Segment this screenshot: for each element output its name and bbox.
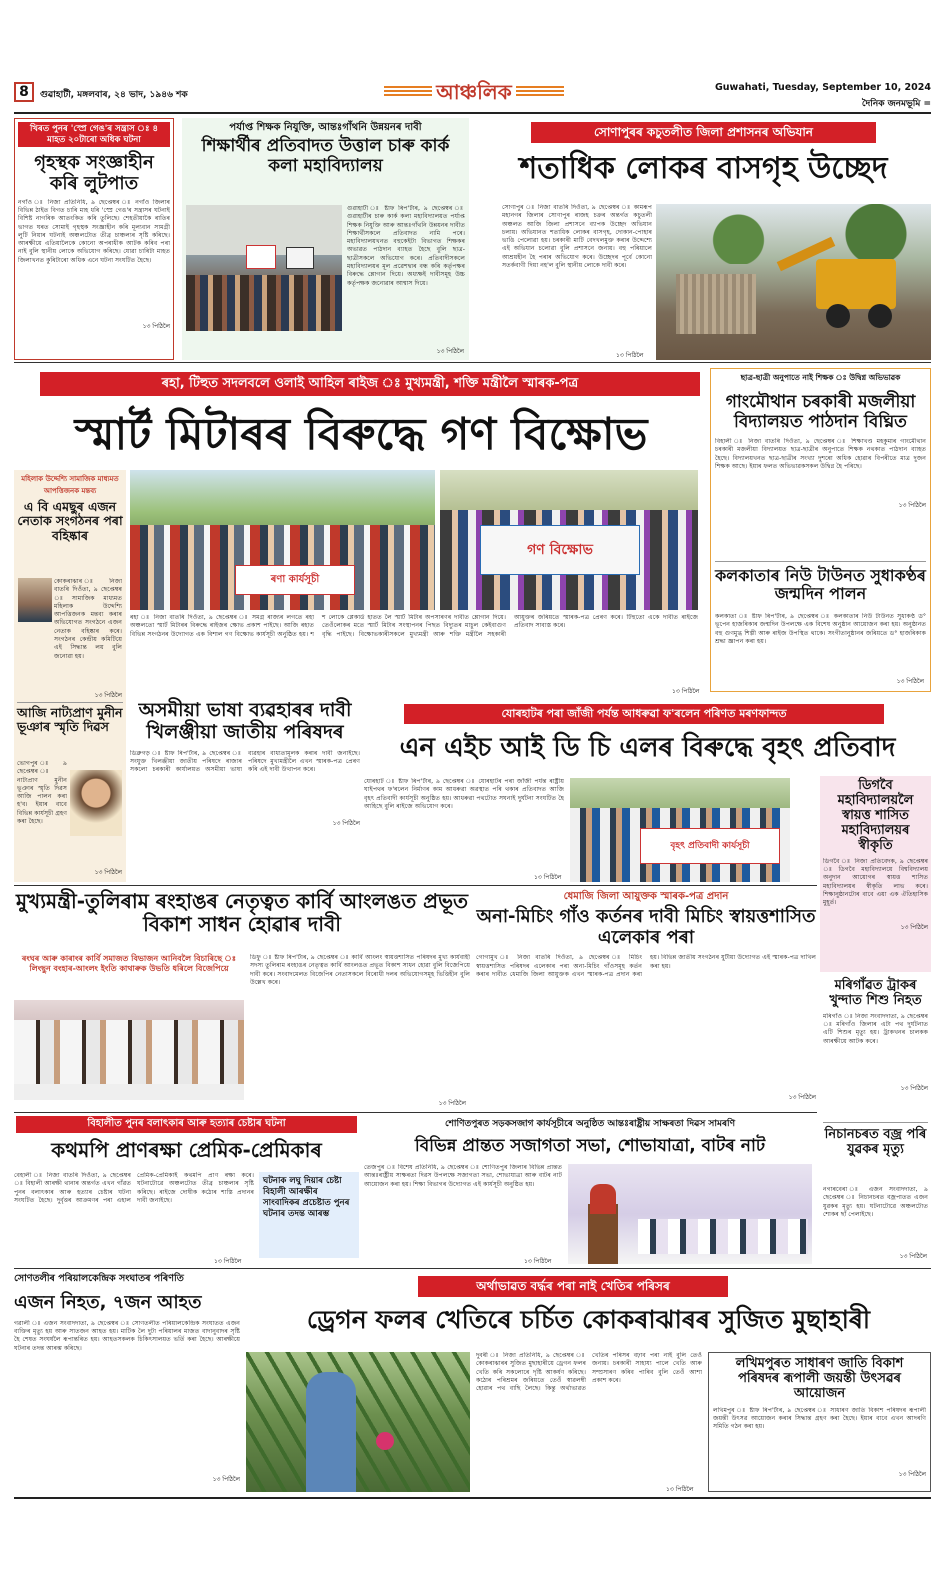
- story-sontali: [14, 1272, 240, 1494]
- rule: [14, 362, 931, 363]
- story-sontali-body: গৱালী ঃ এজন সংবাদদাতা, ৯ ছেপ্তেম্বৰ ঃ সোণতলীত পৰিয়ালকেন্দ্ৰিক সংঘাতত এজন ব্যক্তিৰ মৃত্যু হয় আৰু সাতজন আহত হয়। মাটিক লৈ দুটা পৰিয়ালৰ মাজত বাদানুবাদৰ সৃষ্টি হৈ শেষত সংঘৰ্ষলৈ ৰূপান্তৰিত হয়। আহতসকলক চিকিৎসালয়ত ভৰ্তি কৰা হৈছে। আৰক্ষীয়ে ঘটনাৰ তদন্ত আৰম্ভ কৰিছে।: [14, 1319, 240, 1352]
- main-photo-right: [440, 470, 698, 610]
- rule: [14, 885, 817, 886]
- story-bihali-body: বেহালী ঃ নিজা বাতৰি দিওঁতা, ৯ ছেপ্তেম্বৰ ঃ বিহালী আৰক্ষী থানাৰ অন্তৰ্গত এখন গাঁৱত পুনৰ বলাৎকাৰ আৰু হত্যাৰ চেষ্টাৰ ঘটনা সংঘটিত হৈছে। দুৰ্বৃত্তৰ আক্ৰমণৰ পৰা এহাল প্ৰেমিক-প্ৰেমিকাই কথমপি প্ৰাণ ৰক্ষা কৰে। ঘটনাটোৱে অঞ্চলটোত তীব্ৰ চাঞ্চল্যৰ সৃষ্টি কৰিছে। ৰাইজে দোষীক কঠোৰ শাস্তি প্ৰদানৰ দাবী জনাইছে।: [14, 1172, 254, 1204]
- story-literacy-headline: বিভিন্ন প্ৰান্তত সজাগতা সভা, শোভাযাত্ৰা, বাটৰ নাট: [414, 1136, 766, 1156]
- main-body: ৰহা ঃ নিজা বাতৰি দিওঁতা, ৯ ছেপ্তেম্বৰ ঃ সমগ্ৰ ৰাজ্যৰ লগতে ৰহা অঞ্চলতো স্মাৰ্ট মিটাৰৰ বিৰুদ্ধে ৰাইজৰ ক্ষোভ প্ৰকাশ পাইছে। আজি ৰহাত বিভিন্ন সংগঠনৰ উদ্যোগত এক বিশাল গণ বিক্ষোভ কাৰ্যসূচী অনুষ্ঠিত হয়। শ শ লোকে প্লেকাৰ্ড হাতত লৈ স্মাৰ্ট মিটাৰ অপসাৰণৰ দাবীত শ্লোগান দিয়ে। তেওঁলোকৰ মতে স্মাৰ্ট মিটাৰ সংস্থাপনৰ পিছত বিদ্যুতৰ মাচুল কেইবাগুণ বৃদ্ধি পাইছে। বিক্ষোভকাৰীসকলে মুখ্যমন্ত্ৰী আৰু শক্তি মন্ত্ৰীলৈ সহকাৰী আয়ুক্তৰ জৰিয়তে স্মাৰক-পত্ৰ প্ৰেৰণ কৰে। টিহুতো একে দাবীত ৰাইজে প্ৰতিবাদ সাব্যস্ত কৰে।: [130, 614, 698, 638]
- masthead: [14, 78, 931, 112]
- story-karbi-headline: মুখ্যমন্ত্ৰী-তুলিৰাম ৰংহাঙৰ নেতৃত্বত কাৰ্বি আংলঙত প্ৰভূত বিকাশ সাধন হোৱাৰ দাবী: [15, 889, 469, 936]
- story-literacy-cont: ১৩ পিঠিলৈ: [524, 1258, 552, 1265]
- story-literacy-body: তেজপুৰ ঃ বিশেষ প্ৰতিনিধি, ৯ ছেপ্তেম্বৰ ঃ শোণিতপুৰ জিলাৰ বিভিন্ন প্ৰান্তত আন্তঃৰাষ্ট্ৰীয় সাক্ষৰতা দিৱস উপলক্ষে সজাগতা সভা, শোভাযাত্ৰা আৰু বাটৰ নাট আয়োজন কৰা হয়। শিক্ষা বিভাগৰ উদ্যোগত এই কাৰ্যসূচী অনুষ্ঠিত হয়।: [364, 1164, 562, 1188]
- story-literacy: [364, 1116, 816, 1266]
- story-literacy-photo: [568, 1164, 812, 1264]
- story-left-col: [14, 470, 126, 882]
- main-cont: ১৩ পিঠিলৈ: [672, 688, 700, 695]
- story-language-body: ডিব্ৰুগড় ঃ ষ্টাফ ৰিপ'ৰ্টাৰ, ৯ ছেপ্তেম্বৰ ঃ সংযুক্ত খিলঞ্জীয়া জাতীয় পৰিষদে ৰাজ্যৰ সকলো চৰকাৰী কাৰ্যালয়ত অসমীয়া ভাষা ব্যৱহাৰ বাধ্যতামূলক কৰাৰ দাবী জনাইছে। পৰিষদে মুখ্যমন্ত্ৰীলৈ এখন স্মাৰক-পত্ৰ প্ৰেৰণ কৰি এই দাবী উত্থাপন কৰে।: [130, 749, 360, 774]
- story-mising-kicker: ধেমাজি জিলা আয়ুক্তক স্মাৰক-পত্ৰ প্ৰদান: [563, 891, 729, 902]
- story-eviction-cont: ১৩ পিঠিলৈ: [616, 352, 644, 359]
- story-bihali-kicker: বিহালীত পুনৰ বলাৎকাৰ আৰু হত্যাৰ চেষ্টাৰ ঘটনা: [16, 1116, 357, 1133]
- logo-stripes-right: [514, 86, 564, 96]
- story-nhidcl-headline: এন এইচ আই ডি চি এলৰ বিৰুদ্ধে বৃহৎ প্ৰতিবাদ: [399, 733, 896, 763]
- story-lakhimpur-box: [708, 1352, 931, 1492]
- photo-hut: [676, 274, 756, 334]
- masthead-rule: [14, 112, 931, 114]
- photo-placard: [246, 245, 276, 269]
- story-karbi-cont: ১৩ পিঠিলৈ: [438, 1100, 466, 1107]
- photo-fruit: [376, 1432, 394, 1450]
- story-sontali-headline: এজন নিহত, ৭জন আহত: [14, 1292, 202, 1313]
- logo-stripes-left: [384, 86, 434, 96]
- story-bihali-headline: কথমপি প্ৰাণৰক্ষা প্ৰেমিক-প্ৰেমিকাৰ: [51, 1137, 322, 1162]
- story-kolkata-headline: কলকাতাৰ নিউ টাউনত সুধাকণ্ঠৰ জন্মদিন পালন: [715, 566, 926, 604]
- masthead-date-left: গুৱাহাটী, মঙ্গলবাৰ, ২৪ ভাদ, ১৯৪৬ শক: [40, 90, 188, 100]
- story-mising-cont: ১৩ পিঠিলৈ: [788, 1094, 816, 1102]
- story-nhidcl-photo: [570, 778, 790, 882]
- story-lightning-cont: ১৩ পিঠিলৈ: [899, 1253, 927, 1260]
- story-eviction-body: সোণাপুৰ ঃ নিজা বাতৰি দিওঁতা, ৯ ছেপ্তেম্বৰ ঃ কামৰূপ মহানগৰ জিলাৰ সোণাপুৰ ৰাজহ চক্ৰৰ অন্তৰ্গত কচুতলী অঞ্চলত আজি জিলা প্ৰশাসনে ব্যাপক উচ্ছেদ অভিযান চলায়। অভিযানত শতাধিক লোকৰ বাসগৃহ, দোকান-পোহাৰ ভাঙি পেলোৱা হয়। চৰকাৰী মাটি বেদখলমুক্ত কৰাৰ উদ্দেশ্যে এই অভিযান চলোৱা বুলি প্ৰশাসনে জনায়। বহু পৰিয়ালে আশ্ৰয়হীন হৈ পৰাৰ অভিযোগ কৰে। উচ্ছেদৰ পূৰ্বে কোনো সতৰ্কবাণী দিয়া নহ'ল বুলি স্থানীয় লোকে দাবী কৰে।: [502, 204, 652, 270]
- story-school-cont: ১৩ পিঠিলৈ: [898, 502, 926, 510]
- story-dragon-cont: ১৩ পিঠিলৈ: [666, 1486, 694, 1493]
- story-dragon-photo: [246, 1352, 470, 1492]
- story-nhidcl-body: যোৰহাট ঃ ষ্টাফ ৰিপ'ৰ্টাৰ, ৯ ছেপ্তেম্বৰ ঃ যোৰহাটৰ পৰা জাঁজী পৰ্যন্ত ৰাষ্ট্ৰীয় ঘাইপথৰ ফ'ৰলেন নিৰ্মাণৰ কাম আধৰুৱা অৱস্থাত পৰি থকাৰ প্ৰতিবাদত আজি বৃহৎ প্ৰতিবাদী কাৰ্যসূচী অনুষ্ঠিত হয়। আধৰুৱা পথটোত সঘনাই দুৰ্ঘটনা সংঘটিত হৈ আহিছে বুলি ৰাইজে অভিযোগ কৰে।: [364, 778, 564, 810]
- photo-plants: [246, 1352, 470, 1492]
- story-school-box: [710, 368, 931, 692]
- rule: [17, 702, 123, 703]
- story-morigaon-cont: ১৩ পিঠিলৈ: [900, 1084, 928, 1092]
- photo-wheel: [826, 304, 850, 328]
- rule: [823, 1122, 928, 1123]
- story-lakhimpur-headline: লখিমপুৰত সাধাৰণ জাতি বিকাশ পৰিষদৰ ৰূপালী জয়ন্তী উৎসৱৰ আয়োজন: [735, 1356, 904, 1401]
- photo-excavator: [816, 259, 896, 309]
- story-college-kicker: পৰ্যাপ্ত শিক্ষক নিযুক্তি, আন্তঃগাঁথনি উন্নয়নৰ দাবী: [229, 122, 422, 133]
- main-headline: স্মাৰ্ট মিটাৰৰ বিৰুদ্ধে গণ বিক্ষোভ: [74, 409, 648, 460]
- story-dragon-headline: ড্ৰেগন ফলৰ খেতিৰে চৰ্চিত কোকৰাঝাৰৰ সুজিত মুছাহাৰী: [306, 1305, 871, 1334]
- rule: [14, 1112, 817, 1113]
- story-language-headline: অসমীয়া ভাষা ব্যৱহাৰৰ দাবী খিলঞ্জীয়া জাতীয় পৰিষদৰ: [138, 699, 352, 743]
- story-muneen-photo: [70, 770, 122, 836]
- story-school-headline: গাংমৌথান চৰকাৰী মজলীয়া বিদ্যালয়ত পাঠদান বিঘ্নিত: [725, 392, 916, 432]
- story-morigaon-headline: মৰিগাঁৱত ট্ৰাকৰ খুন্দাত শিশু নিহত: [829, 978, 922, 1008]
- story-eviction-headline: শতাধিক লোকৰ বাসগৃহ উচ্ছেদ: [519, 151, 888, 186]
- story-muneen-cont: ১৩ পিঠিলৈ: [94, 869, 122, 876]
- masthead-logo: [374, 78, 574, 104]
- story-abmsu-body: কোকৰাঝাৰ ঃ নিজা বাতৰি দিওঁতা, ৯ ছেপ্তেম্বৰ ঃ সামাজিক মাধ্যমত মহিলাক উদ্দেশ্যি আপত্তিজনক মন্তব্য কৰাৰ অভিযোগত সংগঠনে এজন নেতাক বহিষ্কাৰ কৰে। সংগঠনৰ কেন্দ্ৰীয় কমিটিয়ে এই সিদ্ধান্ত লয় বুলি জনোৱা হয়।: [54, 578, 122, 660]
- story-right-small: [820, 976, 931, 1266]
- story-abmsu-photo: [18, 578, 52, 622]
- photo-banner: গণ বিক্ষোভ: [480, 525, 640, 575]
- story-karbi-kicker: ৰংঘৰ আৰু কাৰাংৰ কাৰ্বি সমাজত বিভাজন আনিবলৈ বিচাৰিছে ঃ লিংছুন বংহাৰ-আংলং ইংতি কাথাৰুক উভতি ধৰিলে বিজেপিয়ে: [21, 954, 237, 973]
- story-digboi-headline: ডিগবৈ মহাবিদ্যালয়লৈ স্বায়ত্ত শাসিত মহাবিদ্যালয়ৰ স্বীকৃতি: [837, 778, 914, 853]
- story-sontali-kicker: সোণতলীৰ পৰিয়ালকেন্দ্ৰিক সংঘাতৰ পৰিণতি: [14, 1273, 184, 1284]
- story-college-cont: ১৩ পিঠিলৈ: [436, 348, 464, 355]
- story-dragon-body: দুবৰী ঃ নিজা প্ৰতিনিধি, ৯ ছেপ্তেম্বৰ ঃ কোকৰাঝাৰৰ সুজিত মুছাহাৰীয়ে ড্ৰেগন ফলৰ খেতি কৰি সকলোৰে দৃষ্টি আকৰ্ষণ কৰিছে। কঠোৰ পৰিশ্ৰমৰ জৰিয়তে তেওঁ স্বাৱলম্বী হোৱাৰ পথ বাছি লৈছে। কিন্তু অৰ্থাভাৱত খেতিৰ পৰিসৰ বঢ়াব পৰা নাই বুলি তেওঁ জনায়। চৰকাৰী সাহায্য পালে খেতি আৰু সম্প্ৰসাৰণ কৰিব পাৰিব বুলি তেওঁ আশা প্ৰকাশ কৰে।: [476, 1352, 702, 1393]
- story-lightning-headline: নিচানচৰত বজ্ৰ পৰি যুৱকৰ মৃত্যু: [824, 1127, 927, 1157]
- story-bihali-side: ঘটনাক লঘু দিয়াৰ চেষ্টা বিহালী আৰক্ষীৰ সাংবাদিকৰ প্ৰচেষ্টাত পুনৰ ঘটনাৰ তদন্ত আৰম্ভ: [259, 1172, 359, 1258]
- logo-text: আঞ্চলিক: [432, 80, 515, 104]
- story-language-cont: ১৩ পিঠিলৈ: [332, 819, 360, 827]
- story-college-headline: শিক্ষাৰ্থীৰ প্ৰতিবাদত উত্তাল চাৰু কাৰ্ক কলা মহাবিদ্যালয়: [201, 136, 450, 176]
- story-literacy-kicker: শোণিতপুৰত সড়কসজাগ কাৰ্যসূচীৰে অনুষ্ঠিত আন্তঃৰাষ্ট্ৰীয় সাক্ষৰতা দিৱস সামৰণি: [444, 1119, 736, 1129]
- story-college: [182, 118, 469, 360]
- story-bihali: [14, 1116, 359, 1266]
- story-karbi-body: ডিফু ঃ ষ্টাফ ৰিপ'ৰ্টাৰ, ৯ ছেপ্তেম্বৰ ঃ কাৰ্বি আংলং স্বায়ত্তশাসিত পৰিষদৰ মুখ্য কাৰ্যবাহী সদস্য তুলিৰাম ৰংহাঙৰ নেতৃত্বত কাৰ্বি আংলঙত প্ৰভূত বিকাশ সাধন হোৱা বুলি বিজেপিয়ে দাবী কৰে। সংবাদমেলত বিজেপিৰ নেতাসকলে বিৰোধী দলৰ অভিযোগসমূহ ভিত্তিহীন বুলি উল্লেখ কৰে।: [250, 954, 470, 986]
- photo-banner: ৰণা কাৰ্যসূচী: [235, 565, 355, 595]
- story-abmsu-cont: ১৩ পিঠিলৈ: [94, 692, 122, 699]
- photo-placard: [286, 247, 314, 269]
- story-mising: [476, 890, 816, 1110]
- story-digboi: [820, 776, 931, 972]
- story-digboi-cont: ১৩ পিঠিলৈ: [900, 923, 928, 931]
- story-nhidcl-kicker: যোৰহাটৰ পৰা জাঁজী পৰ্যন্ত আধৰুৱা ফ'ৰলেন পৰিণত মৰণফান্দত: [404, 704, 884, 724]
- photo-farmer: [306, 1372, 356, 1492]
- photo-stage: [638, 1219, 808, 1254]
- story-muneen-headline: আজি নাট্যপ্ৰাণ মুনীন ভূঞাৰ স্মৃতি দিৱস: [17, 705, 123, 735]
- story-school-kicker: ছাত্ৰ-ছাত্ৰী অনুপাতে নাই শিক্ষক ঃ উদ্বিগ্ন অভিভাৱক: [740, 373, 901, 382]
- page-number: 8: [14, 82, 34, 102]
- story-mising-headline: অনা-মিচিং গাঁও কৰ্তনৰ দাবী মিচিং স্বায়ত্তশাসিত এলেকাৰ পৰা: [476, 906, 816, 948]
- story-eviction: [476, 118, 931, 360]
- story-digboi-body: ডিগবৈ ঃ নিজা প্ৰতিবেদক, ৯ ছেপ্তেম্বৰ ঃ ডিগবৈ মহাবিদ্যালয়ে বিশ্ববিদ্যালয় অনুদান আয়োগৰ স্বায়ত্ত শাসিত মহাবিদ্যালয়ৰ স্বীকৃতি লাভ কৰে। শিক্ষানুষ্ঠানটোৰ বাবে এয়া এক ঐতিহাসিক মুহূৰ্ত।: [823, 857, 928, 907]
- story-abmsu-kicker: মহিলাক উদ্দেশ্যি সামাজিক মাধ্যমত আপত্তিজনক মন্তব্য: [21, 475, 119, 495]
- story-eviction-kicker: সোণাপুৰৰ কচুতলীত জিলা প্ৰশাসনৰ অভিযান: [531, 122, 876, 143]
- masthead-paper-right: দৈনিক জনমভূমি =: [861, 99, 931, 109]
- story-gang-cont: ১৩ পিঠিলৈ: [142, 322, 170, 330]
- footer-rule: [14, 1497, 931, 1499]
- story-mising-body: গোগামুখ ঃ নিজা বাতৰি দিওঁতা, ৯ ছেপ্তেম্বৰ ঃ মিচিং স্বায়ত্তশাসিত পৰিষদৰ এলেকাৰ পৰা অনা-মিচিং গাঁওসমূহ কৰ্তন কৰাৰ দাবীত ধেমাজি জিলা আয়ুক্তক এখন স্মাৰক-পত্ৰ প্ৰদান কৰা হয়। বিভিন্ন জাতীয় সংগঠনৰ যুটীয়া উদ্যোগত এই স্মাৰক-পত্ৰ দাখিল কৰা হয়।: [476, 954, 816, 978]
- story-sontali-cont: ১৩ পিঠিলৈ: [212, 1475, 240, 1483]
- story-morigaon-body: মৰিগাঁও ঃ নিজা সংবাদদাতা, ৯ ছেপ্তেম্বৰ ঃ মৰিগাঁও জিলাৰ এটা পথ দুৰ্ঘটনাত এটি শিশুৰ মৃত্যু হয়। ট্ৰাকখনৰ চালকক আৰক্ষীয়ে আটক কৰে।: [823, 1012, 928, 1045]
- story-lakhimpur-body: লখিমপুৰ ঃ ষ্টাফ ৰিপ'ৰ্টাৰ, ৯ ছেপ্তেম্বৰ ঃ সাধাৰণ জাতি বিকাশ পৰিষদৰ ৰূপালী জয়ন্তী উৎসৱ আয়োজন কৰাৰ সিদ্ধান্ত গ্ৰহণ কৰা হৈছে। ইয়াৰ বাবে এখন আদৰণি সমিতি গঠন কৰা হয়।: [713, 1406, 926, 1431]
- rule: [715, 561, 926, 562]
- story-gang-box: [14, 118, 174, 360]
- photo-table: [14, 1084, 244, 1100]
- main-photo-left: [130, 470, 435, 610]
- story-dragon-kicker: অৰ্থাভাৱত বৰ্দ্ধৰ পৰা নাই খেতিৰ পৰিসৰ: [418, 1276, 728, 1297]
- story-bihali-cont: ১৩ পিঠিলৈ: [214, 1258, 242, 1265]
- photo-wheel: [868, 304, 892, 328]
- story-gang-kicker: খিৰত পুনৰ 'স্প্ৰে গেঙ'ৰ সন্ত্ৰাস ঃ ৪ মাহত ২০টাৰো অধিক ঘটনা: [18, 122, 170, 147]
- story-lakhimpur-cont: ১৩ পিঠিলৈ: [898, 1470, 926, 1478]
- masthead-date-right: Guwahati, Tuesday, September 10, 2024: [714, 82, 931, 93]
- main-kicker: ৰহা, টিহুত সদলবলে ওলাই আহিল ৰাইজ ঃ মুখ্যমন্ত্ৰী, শক্তি মন্ত্ৰীলৈ স্মাৰক-পত্ৰ: [40, 372, 700, 396]
- story-school-body: বিহালী ঃ নিজা বাতৰি দিওঁতা, ৯ ছেপ্তেম্বৰ ঃ শিক্ষাখণ্ড মহকুমাৰ গাংমৌথান চৰকাৰী মজলীয়া বিদ্যালয়ত ছাত্ৰ-ছাত্ৰীৰ অনুপাতে শিক্ষক নথকাত পাঠদান ব্যাহত হৈছে। বিদ্যালয়খনত ছাত্ৰ-ছাত্ৰীৰ সংখ্যা দুশৰো অধিক হোৱাৰ বিপৰীতে মাত্ৰ দুজন শিক্ষক আছে। ইয়াৰ ফলত অভিভাৱকসকল উদ্বিগ্ন হৈ পৰিছে।: [715, 438, 926, 470]
- story-lightning-body: নগাৰবেৰা ঃ এজন সংবাদদাতা, ৯ ছেপ্তেম্বৰ ঃ নিচানচৰত বজ্ৰপাতত এজন যুৱকৰ মৃত্যু হয়। ঘটনাটোৱে অঞ্চলটোত শোকৰ ছাঁ পেলাইছে।: [823, 1186, 928, 1218]
- story-muneen-body: ভোগপুৰ ঃ ৯ ছেপ্তেম্বৰ ঃ নাট্যপ্ৰাণ মুনীন ভূঞাৰ স্মৃতি দিৱস আজি পালন কৰা হ'ব। ইয়াৰ বাবে বিভিন্ন কাৰ্যসূচী গ্ৰহণ কৰা হৈছে।: [17, 760, 67, 826]
- story-college-body: গুৱাহাটী ঃ ষ্টাফ ৰিপ'ৰ্টাৰ, ৯ ছেপ্তেম্বৰ ঃ গুৱাহাটীৰ চাৰু কাৰ্ক কলা মহাবিদ্যালয়ত পৰ্যাপ্ত শিক্ষক নিযুক্তি আৰু আন্তঃগাঁথনি উন্নয়নৰ দাবীত শিক্ষাৰ্থীসকলে প্ৰতিবাদত নামি পৰে। মহাবিদ্যালয়খনত বহুকেইটা বিভাগত শিক্ষকৰ অভাৱত পাঠদান ব্যাহত হৈছে বুলি ছাত্ৰ-ছাত্ৰীসকলে অভিযোগ কৰে। প্ৰতিবাদীসকলে মহাবিদ্যালয়ৰ মূল প্ৰৱেশদ্বাৰ বন্ধ কৰি কৰ্তৃপক্ষৰ বিৰুদ্ধে শ্লোগান দিয়ে। অধ্যক্ষই দাবীসমূহ উচ্চ কৰ্তৃপক্ষক জনোৱাৰ আশ্বাস দিয়ে।: [347, 205, 465, 287]
- story-karbi: [14, 890, 470, 1110]
- story-kolkata-cont: ১৩ পিঠিলৈ: [896, 678, 924, 685]
- story-language: [130, 700, 360, 882]
- story-eviction-photo: [656, 204, 931, 360]
- story-kolkata-body: কলকাতা ঃ ষ্টাফ ৰিপ'ৰ্টাৰ, ৯ ছেপ্তেম্বৰ ঃ কলকাতাৰ নিউ টাউনত সুধাকণ্ঠ ড° ভূপেন হাজৰিকাৰ জন্মদিন উপলক্ষে এক বিশেষ অনুষ্ঠান আয়োজন কৰা হয়। অনুষ্ঠানত বহু গুণমুগ্ধ শিল্পী আৰু ৰাইজ উপস্থিত থাকে। সংগীতানুষ্ঠানৰ জৰিয়তে ড° হাজৰিকাক শ্ৰদ্ধা জ্ঞাপন কৰা হয়।: [715, 613, 926, 645]
- photo-banner: বৃহৎ প্ৰতিবাদী কাৰ্যসূচী: [640, 828, 780, 864]
- story-gang-headline: গৃহস্থক সংজ্ঞাহীন কৰি লুটপাত: [34, 152, 154, 194]
- story-college-photo: [186, 205, 342, 331]
- story-karbi-photo: [14, 1000, 244, 1100]
- story-nhidcl-cont: ১৩ পিঠিলৈ: [534, 874, 562, 881]
- story-gang-body: নগাঁও ঃ নিজা প্ৰতিনিধি, ৯ ছেপ্তেম্বৰ ঃ নগাঁও জিলাৰ বিভিন্ন ঠাইত বিগত চাৰি মাহ ধৰি 'স্প্ৰে গেঙ'ৰ সন্ত্ৰাসৰ ঘটনাই বিশিষ্ট নাগৰিক আতংকিত কৰি তুলিছে। শেহতীয়াকৈ ৰাতিৰ ভাগত ঘৰত সোমাই গৃহস্থক সংজ্ঞাহীন কৰি মূল্যবান সামগ্ৰী লুটি নিয়াৰ ঘটনাই অঞ্চলটোত তীব্ৰ চাঞ্চল্যৰ সৃষ্টি কৰিছে। আৰক্ষীয়ে এতিয়ালৈকে কোনো অপৰাধীক আটক কৰিব পৰা নাই বুলি স্থানীয় লোকে অভিযোগ কৰিছে। যোৱা চাৰিটা মাহত জিলাখনত কুৰিটাৰো অধিক এনে ঘটনা সংঘটিত হৈছে।: [18, 198, 170, 264]
- story-abmsu-headline: এ বি এমছুৰ এজন নেতাক সংগঠনৰ পৰা বহিষ্কাৰ: [17, 499, 123, 543]
- photo-crowd: [186, 275, 342, 331]
- photo-speaker: [590, 1184, 616, 1214]
- story-dragon: [246, 1272, 931, 1494]
- rule: [14, 1268, 931, 1269]
